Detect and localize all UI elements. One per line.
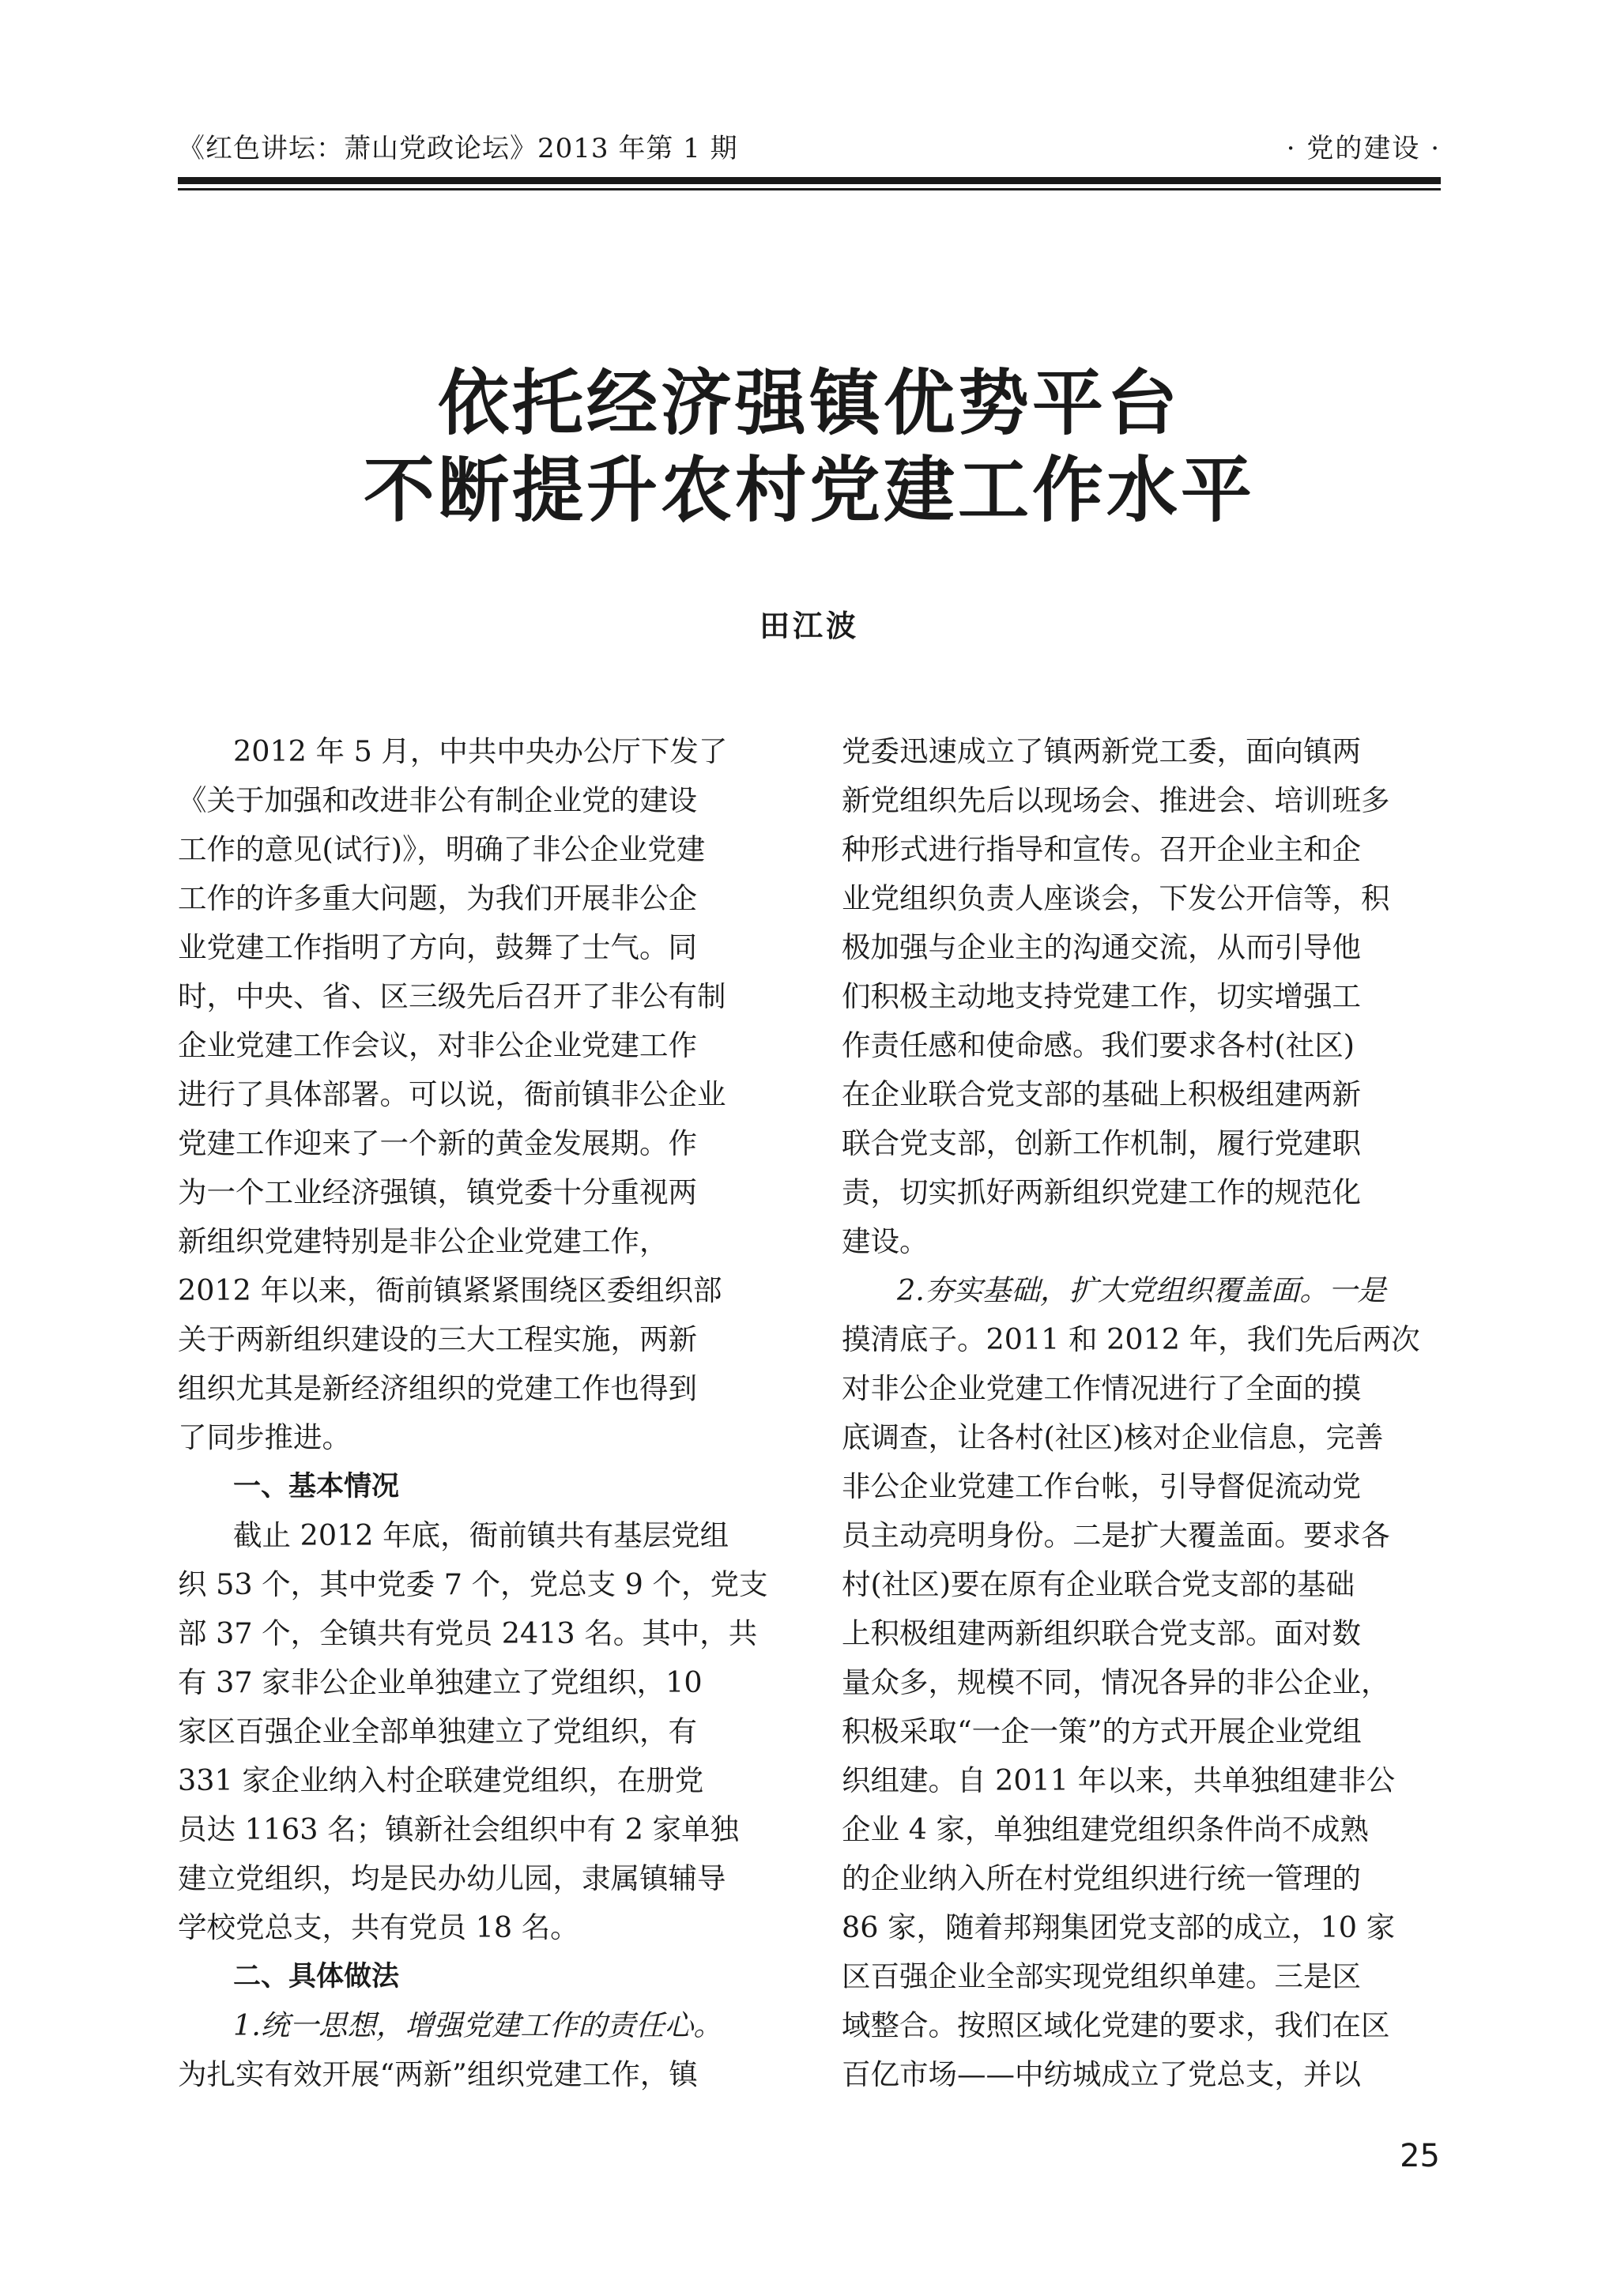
body-line: 有 37 家非公企业单独建立了党组织，10 (178, 1665, 703, 1699)
page-number: 25 (1400, 2138, 1440, 2174)
body-line: 331 家企业纳入村企联建党组织，在册党 (178, 1763, 704, 1797)
body-line: 工作的许多重大问题，为我们开展非公企 (178, 881, 697, 915)
right-column (842, 727, 1442, 2099)
body-line: 时，中央、省、区三级先后召开了非公有制 (178, 979, 726, 1013)
body-line: 截止 2012 年底，衙前镇共有基层党组 (233, 1518, 729, 1552)
body-line: 责，切实抓好两新组织党建工作的规范化 (842, 1175, 1361, 1209)
section-heading-basic-situation: 一、基本情况 (233, 1471, 400, 1502)
body-line: 党委迅速成立了镇两新党工委，面向镇两 (842, 734, 1361, 768)
body-line: 们积极主动地支持党建工作，切实增强工 (842, 979, 1361, 1013)
section-heading-specific-practices: 二、具体做法 (233, 1961, 400, 1993)
body-line: 新党组织先后以现场会、推进会、培训班多 (842, 783, 1390, 817)
body-line: 进行了具体部署。可以说，衙前镇非公企业 (178, 1077, 726, 1111)
header-rule-thick (178, 177, 1441, 184)
body-line: 学校党总支，共有党员 18 名。 (178, 1910, 579, 1944)
title-line-2: 不断提升农村党建工作水平 (364, 448, 1255, 532)
body-line: 员主动亮明身份。二是扩大覆盖面。要求各 (842, 1518, 1390, 1552)
body-line: 织 53 个，其中党委 7 个，党总支 9 个，党支 (178, 1567, 768, 1601)
body-line: 底调查，让各村(社区)核对企业信息，完善 (842, 1420, 1384, 1454)
body-line: 企业 4 家，单独组建党组织条件尚不成熟 (842, 1812, 1369, 1846)
article-author: 田江波 (759, 609, 859, 643)
body-line: 上积极组建两新组织联合党支部。面对数 (842, 1616, 1361, 1650)
body-line: 组织尤其是新经济组织的党建工作也得到 (178, 1371, 697, 1405)
body-line: 积极采取“一企一策”的方式开展企业党组 (842, 1714, 1362, 1748)
body-line: 业党组织负责人座谈会，下发公开信等，积 (842, 881, 1390, 915)
section-name: · 党的建设 · (1286, 133, 1441, 164)
body-line: 摸清底子。2011 和 2012 年，我们先后两次 (842, 1322, 1420, 1356)
body-line: 为一个工业经济强镇，镇党委十分重视两 (178, 1175, 697, 1209)
body-line: 了同步推进。 (178, 1420, 351, 1454)
body-line: 业党建工作指明了方向，鼓舞了士气。同 (178, 930, 697, 964)
body-line: 《关于加强和改进非公有制企业党的建设 (178, 783, 697, 817)
body-line: 织组建。自 2011 年以来，共单独组建非公 (842, 1763, 1396, 1797)
body-line: 企业党建工作会议，对非公企业党建工作 (178, 1028, 697, 1062)
body-line: 域整合。按照区域化党建的要求，我们在区 (842, 2008, 1390, 2042)
body-line: 部 37 个，全镇共有党员 2413 名。其中，共 (178, 1616, 758, 1650)
journal-name: 《红色讲坛：萧山党政论坛》2013 年第 1 期 (178, 133, 738, 164)
body-line: 种形式进行指导和宣传。召开企业主和企 (842, 832, 1361, 866)
body-line: 百亿市场——中纺城成立了党总支，并以 (842, 2057, 1361, 2091)
running-header (178, 125, 1441, 172)
body-line: 区百强企业全部实现党组织单建。三是区 (842, 1959, 1361, 1993)
subheading-line: 1.统一思想，增强党建工作的责任心。 (233, 2008, 722, 2042)
body-line: 党建工作迎来了一个新的黄金发展期。作 (178, 1126, 697, 1160)
article-title (178, 360, 1441, 533)
body-line: 员达 1163 名；镇新社会组织中有 2 家单独 (178, 1812, 740, 1846)
left-column (178, 727, 778, 2099)
body-line: 的企业纳入所在村党组织进行统一管理的 (842, 1861, 1361, 1895)
body-line: 村(社区)要在原有企业联合党支部的基础 (842, 1567, 1355, 1601)
body-line: 工作的意见(试行)》，明确了非公企业党建 (178, 832, 706, 866)
header-rule-thin (178, 188, 1441, 190)
title-line-1: 依托经济强镇优势平台 (438, 361, 1181, 445)
body-line: 在企业联合党支部的基础上积极组建两新 (842, 1077, 1361, 1111)
body-line: 关于两新组织建设的三大工程实施，两新 (178, 1322, 697, 1356)
body-line: 联合党支部，创新工作机制，履行党建职 (842, 1126, 1361, 1160)
body-line: 非公企业党建工作台帐，引导督促流动党 (842, 1469, 1361, 1503)
body-line: 家区百强企业全部单独建立了党组织，有 (178, 1714, 697, 1748)
body-line: 建设。 (842, 1224, 929, 1258)
body-line: 2012 年 5 月，中共中央办公厅下发了 (233, 734, 728, 768)
body-line: 极加强与企业主的沟通交流，从而引导他 (842, 930, 1361, 964)
body-line: 2012 年以来，衙前镇紧紧围绕区委组织部 (178, 1273, 722, 1307)
body-line: 建立党组织，均是民办幼儿园，隶属镇辅导 (178, 1861, 726, 1895)
body-line: 为扎实有效开展“两新”组织党建工作，镇 (178, 2057, 698, 2091)
body-line: 对非公企业党建工作情况进行了全面的摸 (842, 1371, 1361, 1405)
subheading-line: 2.夯实基础，扩大党组织覆盖面。一是 (897, 1273, 1386, 1307)
body-line: 新组织党建特别是非公企业党建工作， (178, 1224, 669, 1258)
body-line: 作责任感和使命感。我们要求各村(社区) (842, 1028, 1355, 1062)
body-line: 86 家，随着邦翔集团党支部的成立，10 家 (842, 1910, 1396, 1944)
body-line: 量众多，规模不同，情况各异的非公企业， (842, 1665, 1390, 1699)
